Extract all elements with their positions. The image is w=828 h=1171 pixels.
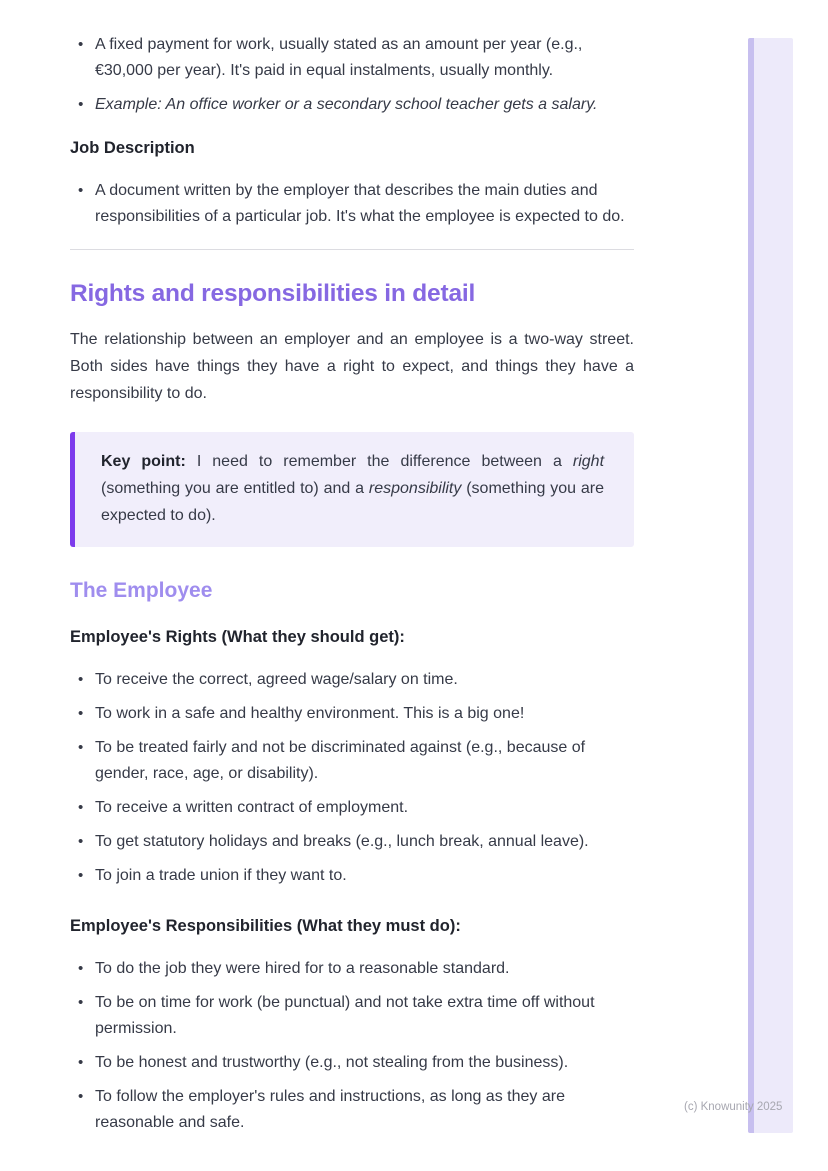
keypoint-text: (something you are expected to do). bbox=[101, 480, 604, 524]
rights-section-heading: Rights and responsibilities in detail bbox=[70, 280, 476, 307]
bullet-text: To do the job they were hired for to a reasonable standard. bbox=[95, 960, 510, 977]
bullet-marker: • bbox=[78, 182, 84, 199]
employee-responsibilities-heading: Employee's Responsibilities (What they must do): bbox=[70, 917, 461, 935]
list-item bbox=[70, 178, 634, 230]
bullet-text: To follow the employer's rules and instructions, as long as they are reasonable and safe. bbox=[95, 1088, 565, 1131]
list-item bbox=[70, 863, 634, 889]
list-item bbox=[70, 92, 634, 118]
bullet-text: Example: An office worker or a secondary school teacher gets a salary. bbox=[95, 96, 598, 113]
employee-rights-list bbox=[70, 667, 634, 889]
bullet-marker: • bbox=[78, 994, 84, 1011]
bullet-marker: • bbox=[78, 96, 84, 113]
list-item bbox=[70, 829, 634, 855]
bullet-marker: • bbox=[78, 833, 84, 850]
employee-responsibilities-list bbox=[70, 956, 634, 1136]
bullet-text: A document written by the employer that describes the main duties and responsibilities of a particular job. It's what the employee is expected to do. bbox=[95, 182, 625, 225]
job-description-heading: Job Description bbox=[70, 139, 195, 157]
bullet-marker: • bbox=[78, 1054, 84, 1071]
bullet-marker: • bbox=[78, 36, 84, 53]
bullet-marker: • bbox=[78, 671, 84, 688]
section-divider bbox=[70, 249, 634, 250]
keypoint-callout bbox=[70, 432, 634, 547]
keypoint-italic-term: responsibility bbox=[368, 480, 462, 497]
employee-section-heading: The Employee bbox=[70, 579, 213, 602]
bullet-text: To be on time for work (be punctual) and not take extra time off without permission. bbox=[95, 994, 595, 1037]
bullet-text: To get statutory holidays and breaks (e.g., lunch break, annual leave). bbox=[95, 833, 589, 850]
bullet-text: A fixed payment for work, usually stated as an amount per year (e.g., €30,000 per year). It's paid in equal instalments, usually monthly. bbox=[95, 36, 583, 79]
keypoint-text: I need to remember the difference between a bbox=[185, 453, 573, 470]
list-item bbox=[70, 1084, 634, 1136]
bullet-marker: • bbox=[78, 799, 84, 816]
keypoint-italic-term: right bbox=[572, 453, 605, 470]
bullet-text: To be honest and trustworthy (e.g., not stealing from the business). bbox=[95, 1054, 569, 1071]
list-item bbox=[70, 990, 634, 1042]
list-item bbox=[70, 795, 634, 821]
bullet-marker: • bbox=[78, 1088, 84, 1105]
bullet-marker: • bbox=[78, 739, 84, 756]
bullet-marker: • bbox=[78, 705, 84, 722]
employee-rights-heading: Employee's Rights (What they should get): bbox=[70, 628, 405, 646]
list-item bbox=[70, 956, 634, 982]
job-description-bullet-list bbox=[70, 178, 634, 230]
bullet-text: To be treated fairly and not be discriminated against (e.g., because of gender, race, age, or disability). bbox=[95, 739, 586, 782]
list-item bbox=[70, 32, 634, 84]
watermark: (c) Knowunity 2025 bbox=[684, 1101, 783, 1113]
bullet-marker: • bbox=[78, 867, 84, 884]
list-item bbox=[70, 667, 634, 693]
rights-section-intro: The relationship between an employer and an employee is a two-way street. Both sides have things they have a right to expect, and things they have a responsibility to do. bbox=[70, 331, 634, 402]
keypoint-label: Key point: bbox=[101, 453, 186, 470]
list-item bbox=[70, 735, 634, 787]
content-column bbox=[70, 32, 634, 1154]
keypoint-text: (something you are entitled to) and a bbox=[101, 480, 369, 497]
salary-bullet-list bbox=[70, 32, 634, 118]
page-edge-decoration-bar bbox=[748, 38, 793, 1133]
bullet-text: To work in a safe and healthy environment. This is a big one! bbox=[95, 705, 525, 722]
list-item bbox=[70, 701, 634, 727]
bullet-marker: • bbox=[78, 960, 84, 977]
bullet-text: To receive a written contract of employment. bbox=[95, 799, 409, 816]
list-item bbox=[70, 1050, 634, 1076]
bullet-text: To receive the correct, agreed wage/salary on time. bbox=[95, 671, 458, 688]
bullet-text: To join a trade union if they want to. bbox=[95, 867, 347, 884]
